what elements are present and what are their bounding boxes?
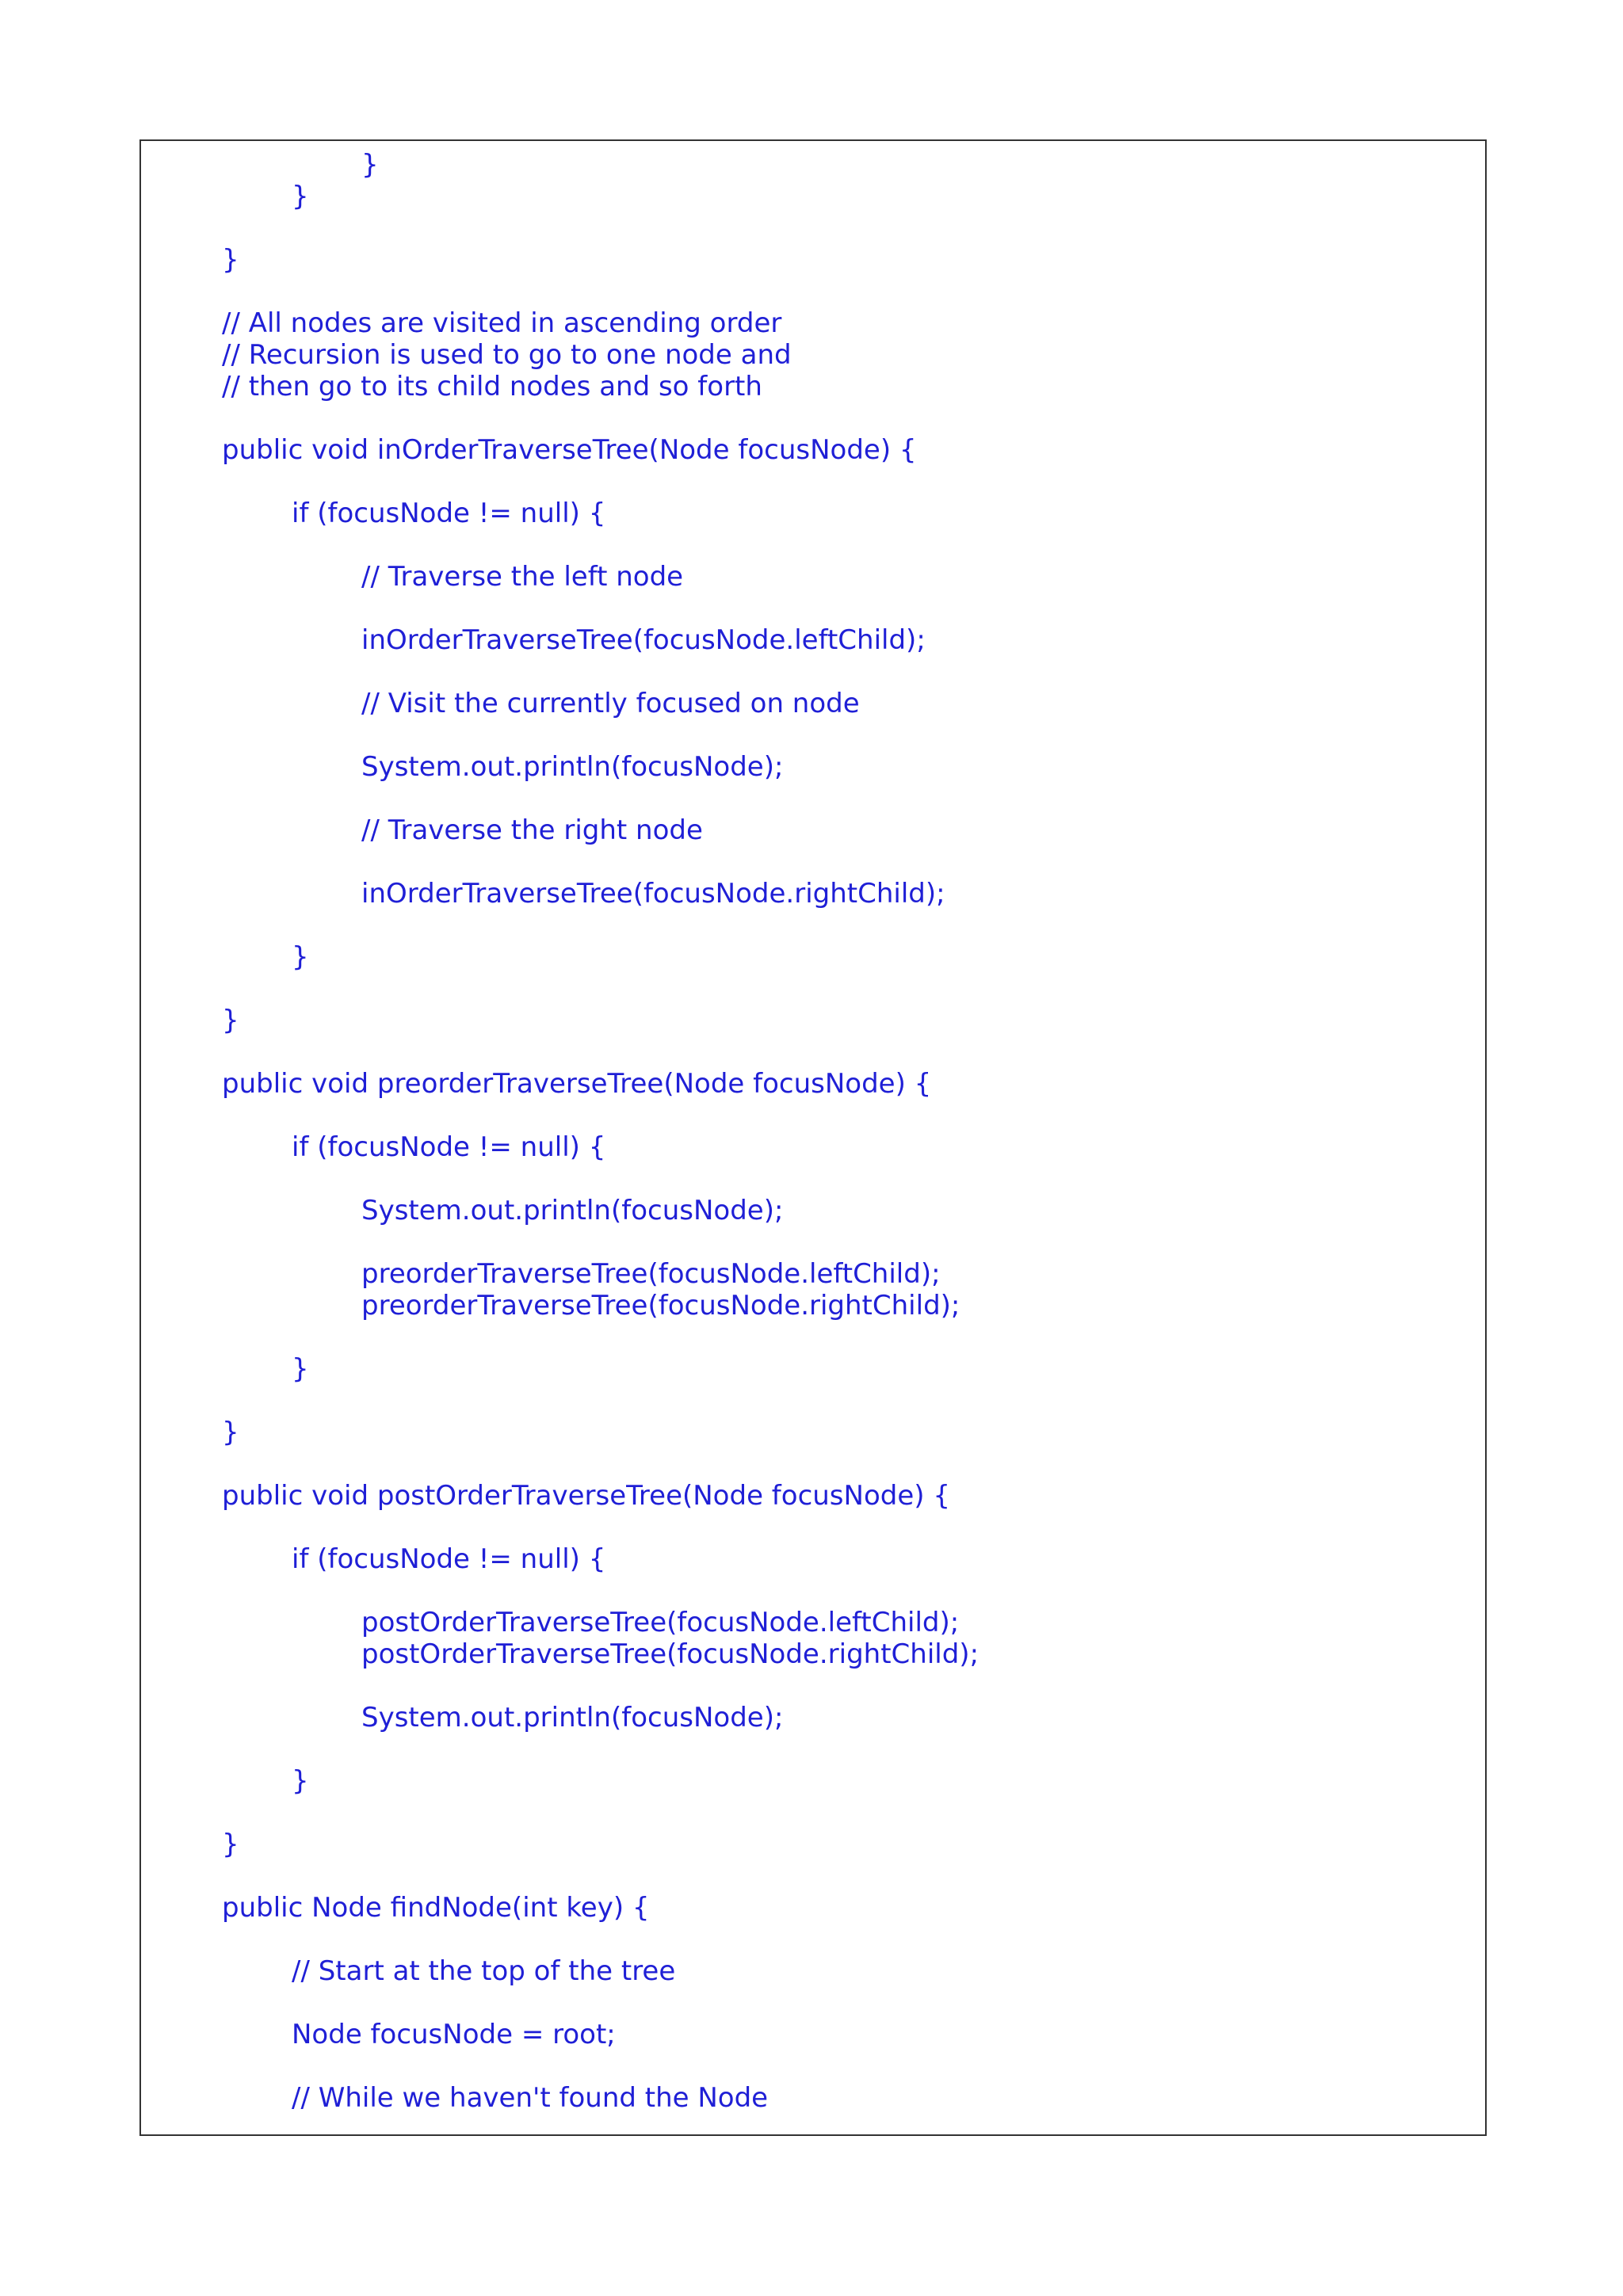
code-line: } — [292, 1765, 309, 1797]
code-comment-line: // Start at the top of the tree — [292, 1955, 676, 1987]
code-line: inOrderTraverseTree(focusNode.leftChild); — [361, 624, 926, 656]
page-frame — [139, 139, 1487, 2136]
code-line: if (focusNode != null) { — [292, 1543, 606, 1575]
code-line: } — [222, 1417, 239, 1448]
code-line: Node focusNode = root; — [292, 2019, 616, 2050]
code-line: if (focusNode != null) { — [292, 1131, 606, 1163]
code-line: preorderTraverseTree(focusNode.rightChild); — [361, 1290, 960, 1322]
code-comment-line: // All nodes are visited in ascending order — [222, 307, 782, 339]
code-line: if (focusNode != null) { — [292, 498, 606, 529]
code-line: System.out.println(focusNode); — [361, 1702, 784, 1733]
code-line: postOrderTraverseTree(focusNode.leftChild); — [361, 1607, 960, 1638]
code-line: System.out.println(focusNode); — [361, 751, 784, 783]
code-line: } — [292, 181, 309, 212]
code-comment-line: // Recursion is used to go to one node and — [222, 339, 792, 371]
code-comment-line: // then go to its child nodes and so forth — [222, 371, 762, 402]
code-listing — [222, 149, 1453, 2114]
code-comment-line: // Traverse the left node — [361, 561, 684, 593]
code-line: inOrderTraverseTree(focusNode.rightChild); — [361, 878, 945, 910]
code-line: } — [222, 1829, 239, 1860]
method-signature-postorder: public void postOrderTraverseTree(Node focusNode) { — [222, 1480, 950, 1512]
code-comment-line: // Traverse the right node — [361, 814, 703, 846]
code-line: } — [292, 1353, 309, 1385]
code-line: } — [361, 149, 379, 181]
code-line: preorderTraverseTree(focusNode.leftChild); — [361, 1258, 941, 1290]
code-line: } — [222, 1005, 239, 1036]
code-line: } — [292, 941, 309, 973]
code-line: postOrderTraverseTree(focusNode.rightChild); — [361, 1638, 980, 1670]
code-comment-line: // Visit the currently focused on node — [361, 688, 860, 719]
method-signature-preorder: public void preorderTraverseTree(Node focusNode) { — [222, 1068, 932, 1100]
method-signature-findnode: public Node findNode(int key) { — [222, 1892, 650, 1924]
code-line: } — [222, 244, 239, 276]
code-comment-line: // While we haven't found the Node — [292, 2082, 769, 2114]
code-line: System.out.println(focusNode); — [361, 1195, 784, 1226]
method-signature-inorder: public void inOrderTraverseTree(Node focusNode) { — [222, 434, 917, 466]
